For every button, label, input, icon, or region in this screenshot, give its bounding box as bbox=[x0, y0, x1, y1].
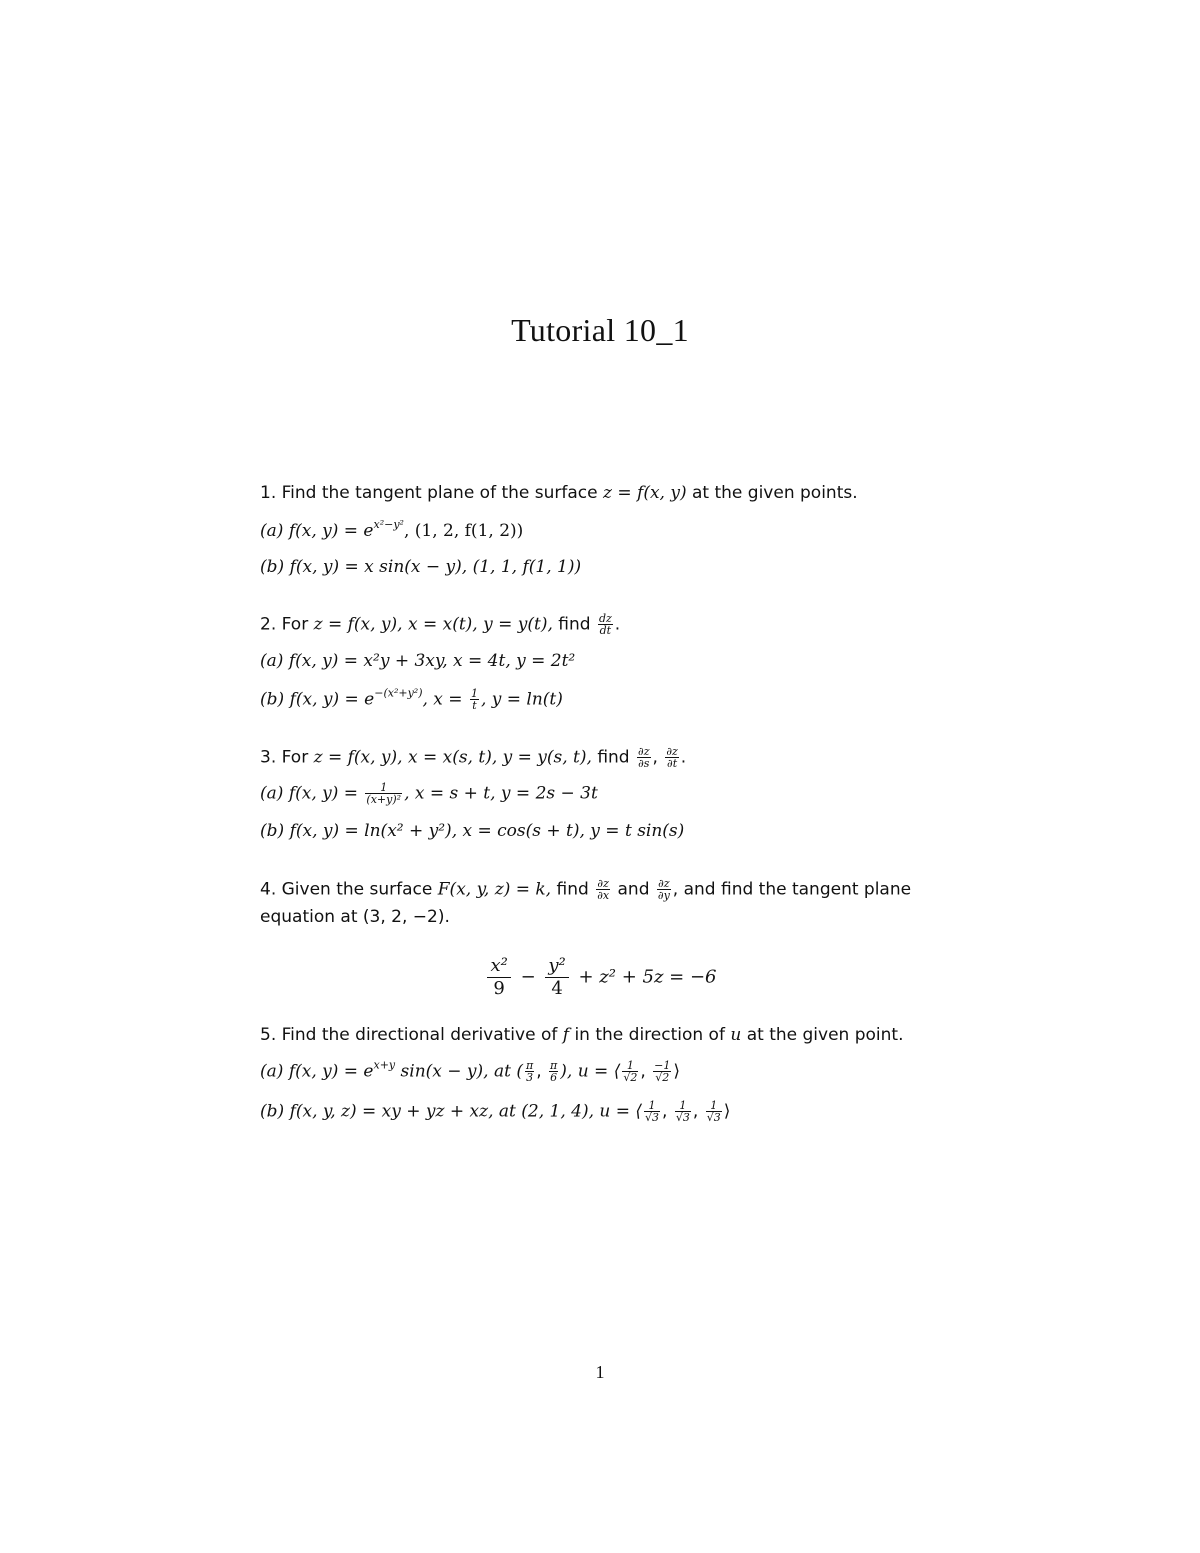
problem-4-display-equation: $\frac{\text{x²}}{9}$ − $\frac{\text{y²}}{4}$ + z² + 5z = −6 bbox=[0, 955, 1200, 1000]
fraction-1-over-root3-a: $\frac{1}{√3}$ bbox=[645, 1099, 660, 1124]
fraction-dz-ds: $\frac{\partial z}{\partial s}$ bbox=[638, 745, 650, 770]
problem-1a: (a) f(x, $y) = e^{x^2-y^2}$, (1, 2, f(1, 2)) bbox=[260, 518, 524, 541]
problem-3b: (b) f(x, y) = ln(x² + y²), x = cos(s + t), y = t sin(s) bbox=[260, 821, 685, 841]
fraction-1-over-t: $\frac{1}{t}$ bbox=[470, 687, 478, 712]
problem-2b: (b) f(x, $y) = e^{-(x^2+y^2)}$, x = $\frac{1}{t}$ , y = ln(t) bbox=[260, 686, 563, 712]
problem-2-prompt: 2. For z = f(x, y), x = x(t), y = y(t), find $\frac{dz}{dt}$ . bbox=[260, 612, 621, 637]
problem-5b: (b) f(x, y, z) = xy + yz + xz, at (2, 1, 4), u = ⟨ $\frac{1}{√3}$ , $\frac{1}{√3}$ , $\frac{1}{√3}$ ⟩ bbox=[260, 1099, 731, 1124]
fraction-1-over-xy-squared: $\frac{1}{\text{(x+y)²}}$ bbox=[366, 781, 402, 806]
problem-1-prompt: 1. Find the tangent plane of the surface z = f(x, y) at the given points. bbox=[260, 483, 858, 503]
fraction-x2-over-9: $\frac{\text{x²}}{9}$ bbox=[487, 955, 510, 1000]
problem-3-prompt: 3. For z = f(x, y), x = x(s, t), y = y(s, t), find $\frac{\partial z}{\partial s}$ , $\frac{\partial z}{\partial t}$ . bbox=[260, 745, 687, 770]
fraction-y2-over-4: $\frac{\text{y²}}{4}$ bbox=[545, 955, 568, 1000]
fraction-1-over-root3-b: $\frac{1}{√3}$ bbox=[675, 1099, 690, 1124]
fraction-pi-over-6: $\frac{\pi}{6}$ bbox=[550, 1059, 558, 1084]
fraction-pi-over-3: $\frac{\pi}{3}$ bbox=[525, 1059, 534, 1084]
problem-5a: (a) f(x, $y) = e^{x+y}$ sin(x − y), at ( $\frac{\pi}{3}$ , $\frac{\pi}{6}$ ), u = ⟨ $\frac{1}{√2}$ , $\frac{-1}{√2}$ ⟩ bbox=[260, 1058, 681, 1084]
page-title: Tutorial 10_1 bbox=[511, 312, 689, 348]
problem-3a: (a) f(x, y) = $\frac{1}{\text{(x+y)²}}$ , x = s + t, y = 2s − 3t bbox=[260, 781, 598, 806]
fraction-dz-dt: $\frac{dz}{dt}$ bbox=[598, 612, 612, 637]
fraction-dz-dx: $\frac{\partial z}{\partial x}$ bbox=[597, 877, 610, 902]
problem-2a: (a) f(x, y) = x²y + 3xy, x = 4t, y = 2t² bbox=[260, 651, 576, 671]
problem-4-prompt: 4. Given the surface F(x, y, z) = k, find $\frac{\partial z}{\partial x}$ and $\frac{\partial z}{\partial y}$ , and find the tangent plane bbox=[260, 877, 912, 902]
fraction-dz-dt: $\frac{\partial z}{\partial t}$ bbox=[666, 745, 678, 770]
problem-5-prompt: 5. Find the directional derivative of f in the direction of u at the given point. bbox=[260, 1025, 904, 1045]
problem-4-prompt-line2: equation at (3, 2, −2). bbox=[260, 907, 450, 927]
problem-1b: (b) f(x, y) = x sin(x − y), (1, 1, f(1, 1)) bbox=[260, 557, 582, 577]
fraction-1-over-root2: $\frac{1}{√2}$ bbox=[623, 1059, 638, 1084]
fraction-neg1-over-root2: $\frac{-1}{√2}$ bbox=[654, 1059, 671, 1084]
page-number: 1 bbox=[595, 1362, 605, 1382]
fraction-1-over-root3-c: $\frac{1}{√3}$ bbox=[706, 1099, 721, 1124]
fraction-dz-dy: $\frac{\partial z}{\partial y}$ bbox=[657, 877, 670, 902]
